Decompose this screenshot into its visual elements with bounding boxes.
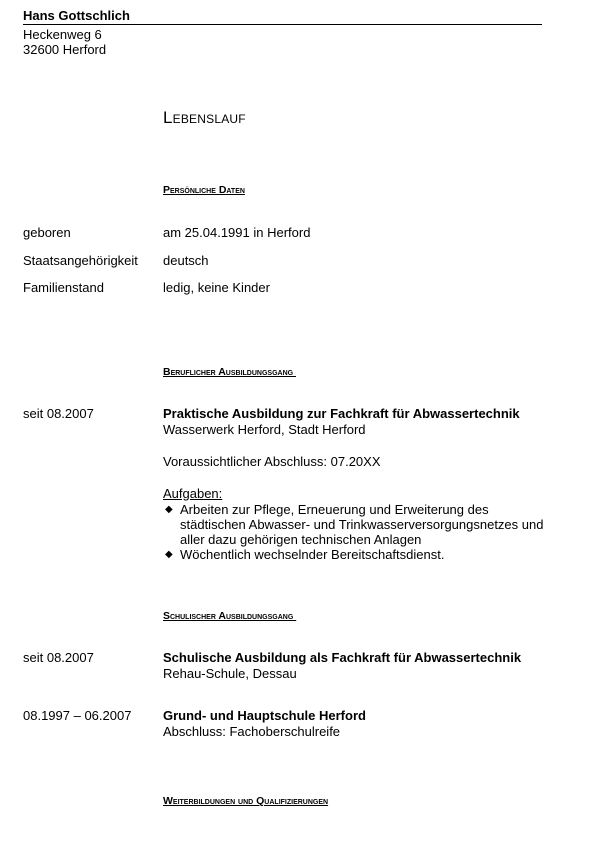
address-city: 32600 Herford — [23, 42, 107, 57]
value-nationality: deutsch — [163, 253, 209, 268]
tasks-label: Aufgaben: — [163, 486, 223, 501]
section-heading-personal: Persönliche Daten — [163, 184, 245, 196]
document-title: Lebenslauf — [163, 108, 246, 127]
list-item — [163, 502, 553, 547]
entry-detail: Abschluss: Fachoberschulreife — [163, 724, 341, 739]
entry-title: Praktische Ausbildung zur Fachkraft für Abwassertechnik — [163, 406, 520, 421]
list-item — [163, 547, 553, 562]
entry-completion: Voraussichtlicher Abschluss: 07.20XX — [163, 454, 381, 469]
task-text: Wöchentlich wechselnder Bereitschaftsdienst. — [180, 547, 445, 562]
task-text: Arbeiten zur Pflege, Erneuerung und Erweiterung des städtischen Abwasser- und Trinkwasserversorgungsnetzes und aller dazu gehörigen technischen Anlagen — [180, 502, 544, 547]
section-heading-school: Schulischer Ausbildungsgang — [163, 610, 297, 622]
entry-date: 08.1997 – 06.2007 — [23, 708, 132, 723]
applicant-name: Hans Gottschlich — [23, 8, 130, 23]
entry-date: seit 08.2007 — [23, 650, 94, 665]
value-born: am 25.04.1991 in Herford — [163, 225, 311, 240]
value-marital-status: ledig, keine Kinder — [163, 280, 270, 295]
section-heading-further: Weiterbildungen und Qualifizierungen — [163, 795, 329, 807]
section-heading-professional: Beruflicher Ausbildungsgang — [163, 366, 296, 378]
tasks-list — [163, 502, 553, 562]
label-nationality: Staatsangehörigkeit — [23, 253, 138, 268]
diamond-bullet-icon: ◆ — [165, 549, 173, 560]
header-divider — [23, 24, 542, 25]
label-born: geboren — [23, 225, 71, 240]
entry-title: Schulische Ausbildung als Fachkraft für Abwassertechnik — [163, 650, 522, 665]
entry-date: seit 08.2007 — [23, 406, 94, 421]
address-street: Heckenweg 6 — [23, 27, 102, 42]
entry-place: Wasserwerk Herford, Stadt Herford — [163, 422, 366, 437]
entry-detail: Rehau-Schule, Dessau — [163, 666, 297, 681]
diamond-bullet-icon: ◆ — [165, 504, 173, 515]
label-marital-status: Familienstand — [23, 280, 104, 295]
entry-title: Grund- und Hauptschule Herford — [163, 708, 366, 723]
